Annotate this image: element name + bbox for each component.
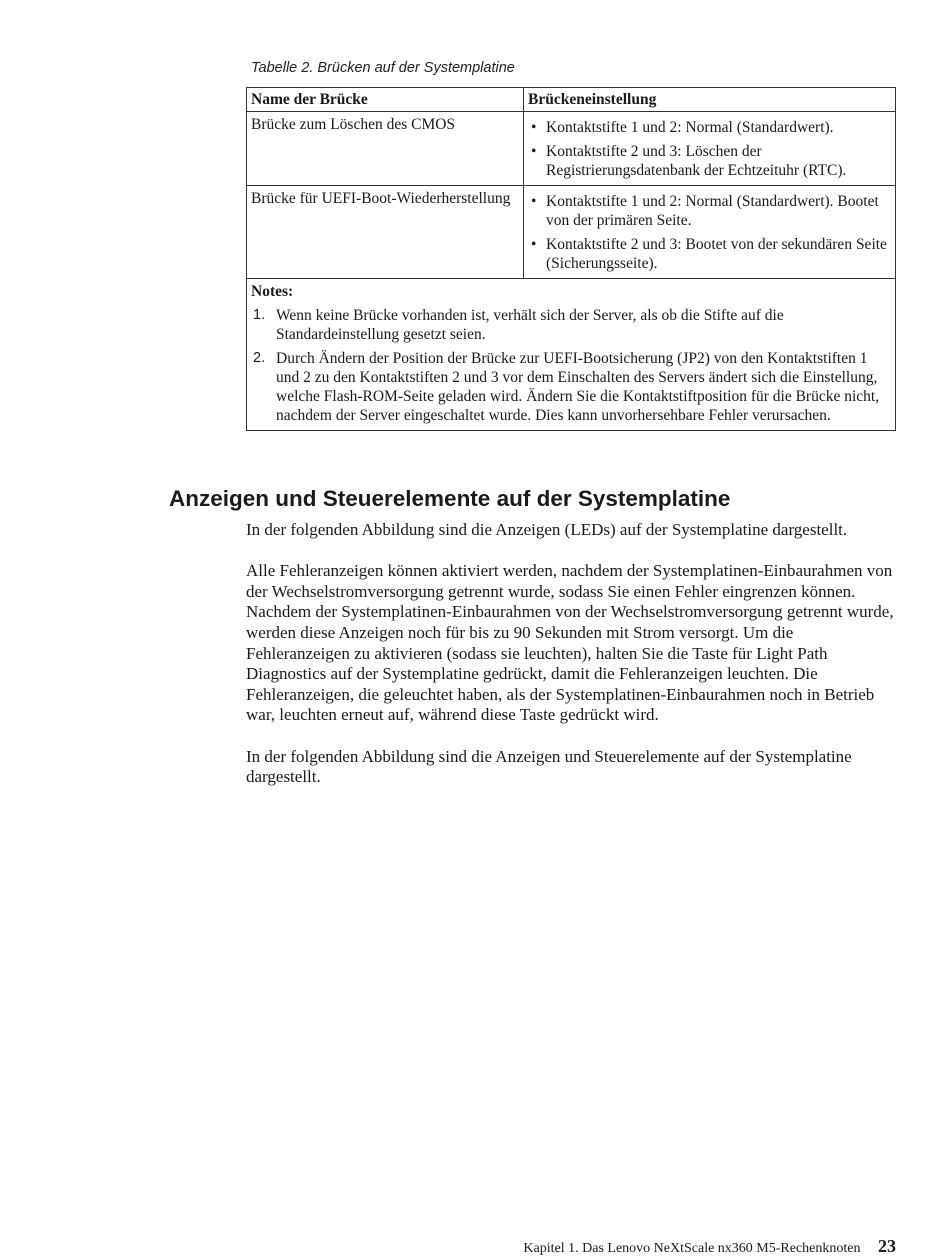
note-number: 2. xyxy=(253,350,266,366)
setting-list xyxy=(528,192,891,273)
section-heading: Anzeigen und Steuerelemente auf der Systemplatine xyxy=(169,486,731,511)
setting-list xyxy=(528,118,891,180)
page-footer xyxy=(523,1236,896,1257)
note-text: Durch Ändern der Position der Brücke zur UEFI-Bootsicherung (JP2) von den Kontaktstiften 1 und 2 zu den Kontaktstiften 2 und 3 vor dem Einschalten des Servers ändert sich die Einstellung, welche Flash-ROM-Seite geladen wird. Ändern Sie die Kontaktstiftposition für die Brücke nicht, nachdem der Server eingeschaltet wurde. Dies kann unvorhersehbare Fehler verursachen. xyxy=(276,350,880,424)
note-text: Wenn keine Brücke vorhanden ist, verhält sich der Server, als ob die Stifte auf die Standardeinstellung gesetzt seien. xyxy=(276,307,784,343)
table-header-row xyxy=(247,88,896,112)
footer-chapter-title: Kapitel 1. Das Lenovo NeXtScale nx360 M5-Rechenknoten xyxy=(523,1241,861,1256)
column-header-jumper-setting: Brückeneinstellung xyxy=(524,88,896,112)
notes-cell xyxy=(247,279,896,431)
body-paragraph: Alle Fehleranzeigen können aktiviert werden, nachdem der Systemplatinen-Einbaurahmen von der Wechselstromversorgung getrennt wurde, sodass Sie einen Fehler eingrenzen können. Nachdem der Systemplatinen-Einbaurahmen von der Wechselstromversorgung getrennt wurde, werden diese Anzeigen noch für bis zu 90 Sekunden mit Strom versorgt. Um die Fehleranzeigen zu aktivieren (sodass sie leuchten), halten Sie die Taste für Light Path Diagnostics auf der Systemplatine gedrückt, damit die Fehleranzeigen leuchten. Die Fehleranzeigen, die geleuchtet haben, als der Systemplatinen-Einbaurahmen noch in Betrieb war, leuchten erneut auf, während diese Taste gedrückt wird. xyxy=(246,561,894,725)
note-item xyxy=(251,349,891,425)
column-header-jumper-name: Name der Brücke xyxy=(247,88,524,112)
jumper-setting-cell xyxy=(524,112,896,186)
notes-title: Notes: xyxy=(251,283,294,300)
notes-list xyxy=(251,306,891,425)
body-paragraph: In der folgenden Abbildung sind die Anzeigen und Steuerelemente auf der Systemplatine dargestellt. xyxy=(246,746,852,787)
table-caption: Tabelle 2. Brücken auf der Systemplatine xyxy=(251,60,515,76)
jumper-table xyxy=(246,87,896,431)
table-row xyxy=(247,186,896,279)
setting-item: • Kontaktstifte 2 und 3: Löschen der Registrierungsdatenbank der Echtzeituhr (RTC). xyxy=(528,142,891,180)
note-item xyxy=(251,306,891,344)
table-row xyxy=(247,112,896,186)
body-paragraph: In der folgenden Abbildung sind die Anzeigen (LEDs) auf der Systemplatine dargestellt. xyxy=(246,520,848,539)
note-number: 1. xyxy=(253,307,266,323)
setting-item: • Kontaktstifte 2 und 3: Bootet von der sekundären Seite (Sicherungsseite). xyxy=(528,235,891,273)
setting-item: • Kontaktstifte 1 und 2: Normal (Standardwert). xyxy=(528,118,891,137)
jumper-name-cell: Brücke zum Löschen des CMOS xyxy=(247,112,524,186)
page-number: 23 xyxy=(878,1236,896,1256)
jumper-setting-cell xyxy=(524,186,896,279)
section-body xyxy=(246,520,896,808)
setting-item: • Kontaktstifte 1 und 2: Normal (Standardwert). Bootet von der primären Seite. xyxy=(528,192,891,230)
notes-row xyxy=(247,279,896,431)
jumper-name-cell: Brücke für UEFI-Boot-Wiederherstellung xyxy=(247,186,524,279)
